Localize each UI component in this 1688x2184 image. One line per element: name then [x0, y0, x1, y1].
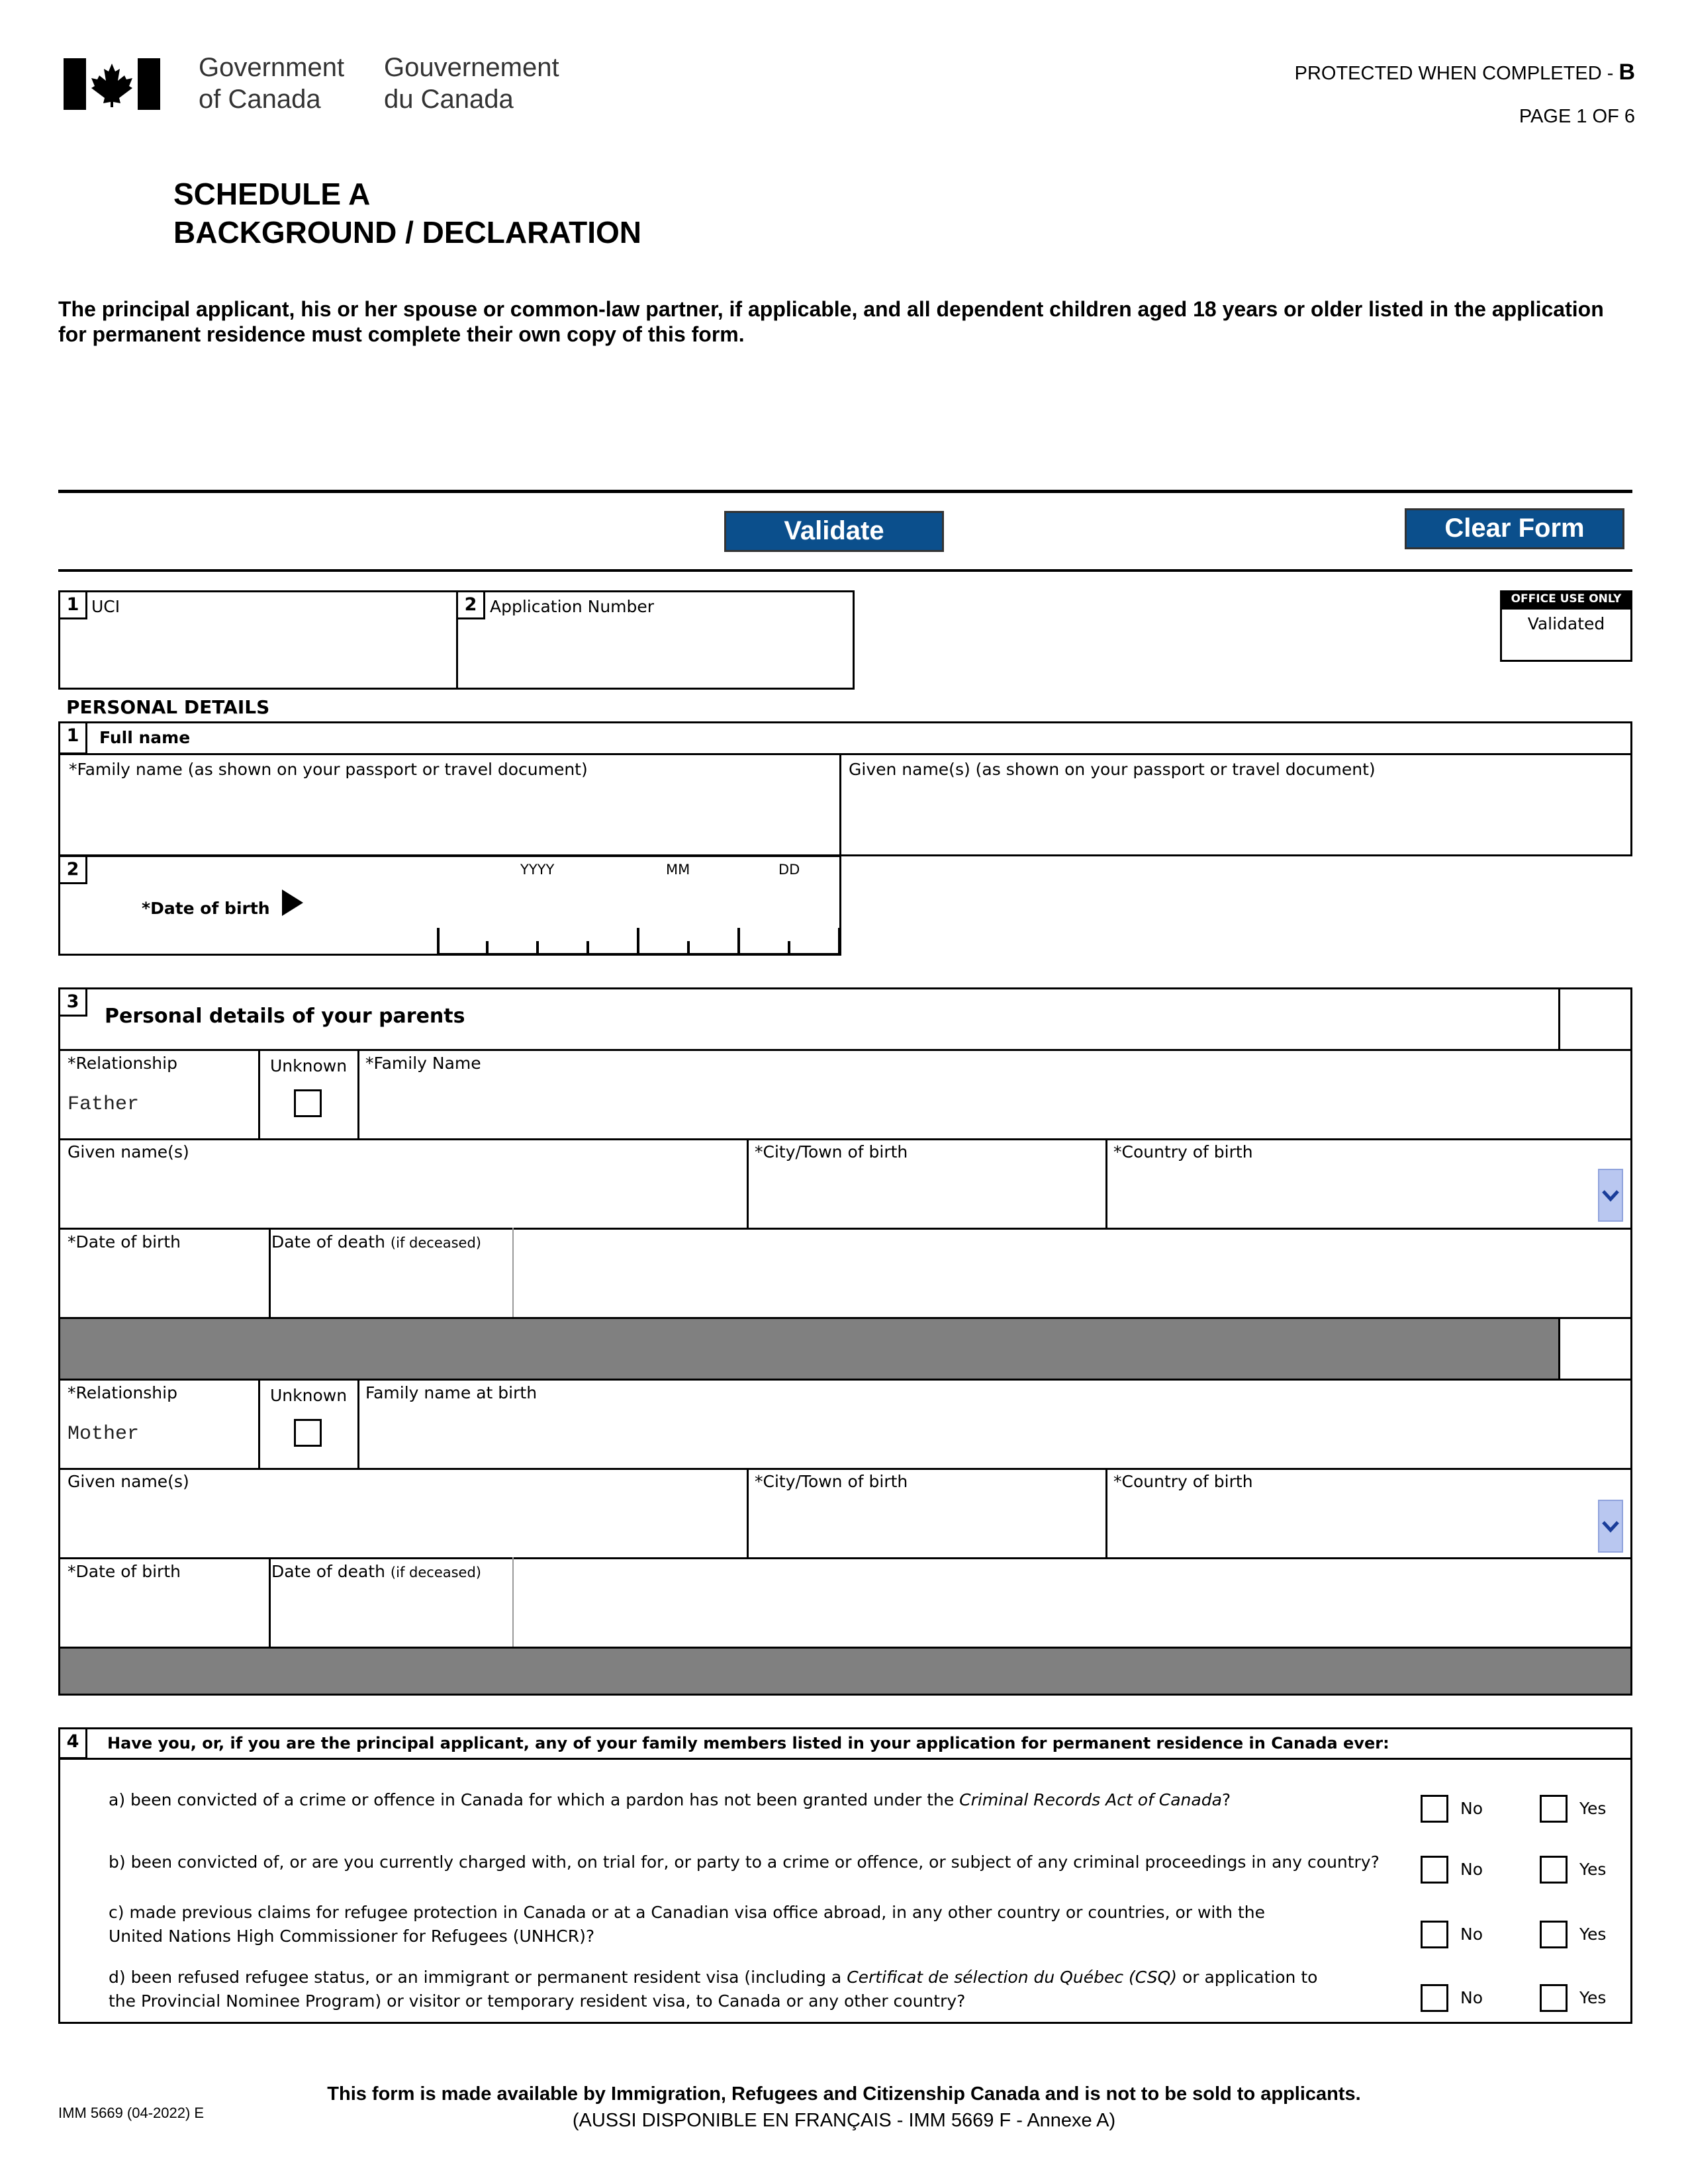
- mother-dob-label: *Date of birth: [68, 1562, 181, 1581]
- dob-dd-label: DD: [778, 862, 800, 878]
- question-b-no-checkbox[interactable]: [1421, 1856, 1448, 1884]
- family-name-label: *Family name (as shown on your passport or travel document): [69, 760, 588, 779]
- mother-country-label: *Country of birth: [1113, 1472, 1253, 1491]
- mother-unknown-label: Unknown: [270, 1386, 348, 1405]
- gov-fr-line2: du Canada: [384, 85, 514, 114]
- mother-dod-note: (if deceased): [390, 1565, 481, 1580]
- question-a-post: ?: [1221, 1790, 1231, 1809]
- father-row1-div2: [357, 1049, 359, 1140]
- gov-en-line1: Government: [199, 53, 345, 82]
- mother-row1-div1: [258, 1379, 260, 1470]
- parents-separator-frame-1: [58, 1317, 1632, 1381]
- question-c-yes-checkbox[interactable]: [1540, 1921, 1568, 1948]
- uci-label: UCI: [91, 597, 120, 616]
- question-d-post: or application to: [1177, 1968, 1318, 1987]
- question-a-text: [109, 1788, 1231, 1812]
- parents-number: 3: [58, 987, 87, 1017]
- father-city-input[interactable]: [752, 1167, 1100, 1226]
- footer-line1: This form is made available by Immigration, Refugees and Citizenship Canada and is not to be sold to applicants.: [327, 2083, 1361, 2105]
- office-use-heading: OFFICE USE ONLY: [1500, 590, 1632, 608]
- father-dod-text: Date of death: [271, 1232, 385, 1251]
- form-title-line2: BACKGROUND / DECLARATION: [173, 215, 642, 250]
- form-id: IMM 5669 (04-2022) E: [58, 2105, 205, 2121]
- mother-dod-input[interactable]: [273, 1587, 508, 1645]
- application-number-tab: 2: [456, 590, 485, 619]
- dob-arrow-icon: [282, 889, 303, 916]
- validate-button[interactable]: Validate: [724, 511, 944, 552]
- father-row3-div2: [512, 1228, 514, 1319]
- mother-city-label: *City/Town of birth: [755, 1472, 908, 1491]
- father-relationship-value[interactable]: Father: [68, 1093, 140, 1116]
- given-name-label: Given name(s) (as shown on your passport or travel document): [849, 760, 1376, 779]
- question-c-line2: United Nations High Commissioner for Refugees (UNHCR)?: [109, 1927, 595, 1946]
- question-a-yes-label: Yes: [1579, 1799, 1607, 1818]
- question-d-no-label: No: [1460, 1988, 1483, 2007]
- page-number: PAGE 1 OF 6: [1519, 106, 1635, 127]
- question-d-line2: the Provincial Nominee Program) or visitor or temporary resident visa, to Canada or any other country?: [109, 1991, 966, 2011]
- father-country-label: *Country of birth: [1113, 1142, 1253, 1161]
- father-family-name-label: *Family Name: [365, 1054, 481, 1073]
- father-city-label: *City/Town of birth: [755, 1142, 908, 1161]
- dob-number: 2: [58, 855, 87, 884]
- father-given-name-label: Given name(s): [68, 1142, 189, 1161]
- mother-country-dropdown[interactable]: [1598, 1500, 1623, 1553]
- father-family-name-input[interactable]: [361, 1079, 1626, 1137]
- office-use-value: Validated: [1527, 614, 1605, 633]
- mother-city-input[interactable]: [752, 1497, 1100, 1555]
- footer-line2: (AUSSI DISPONIBLE EN FRANÇAIS - IMM 5669 F - Annexe A): [572, 2110, 1116, 2131]
- mother-given-name-label: Given name(s): [68, 1472, 189, 1491]
- father-dod-label: [271, 1232, 481, 1251]
- protected-level: B: [1618, 60, 1635, 85]
- mother-given-name-input[interactable]: [64, 1497, 741, 1555]
- full-name-label: Full name: [99, 728, 191, 747]
- canada-flag-logo: [64, 58, 160, 110]
- protected-notice: [1295, 60, 1635, 85]
- mother-family-name-label: Family name at birth: [365, 1383, 538, 1402]
- question-a-no-checkbox[interactable]: [1421, 1795, 1448, 1823]
- protected-prefix: PROTECTED WHEN COMPLETED -: [1294, 63, 1619, 84]
- gov-fr-line1: Gouvernement: [384, 53, 559, 82]
- form-title-line1: SCHEDULE A: [173, 177, 371, 211]
- question-d-yes-checkbox[interactable]: [1540, 1984, 1568, 2012]
- parents-heading: Personal details of your parents: [105, 1005, 465, 1028]
- mother-dob-input[interactable]: [64, 1587, 263, 1645]
- father-row2-div1: [747, 1138, 749, 1230]
- dob-mm-label: MM: [666, 862, 690, 878]
- mother-unknown-checkbox[interactable]: [294, 1419, 322, 1447]
- question-c-yes-label: Yes: [1579, 1925, 1607, 1944]
- parents-separator-div-1: [1558, 1317, 1560, 1381]
- parents-separator-frame-2: [58, 1647, 1632, 1696]
- mother-relationship-value[interactable]: Mother: [68, 1423, 140, 1445]
- question-d-no-checkbox[interactable]: [1421, 1984, 1448, 2012]
- question-c-line1: c) made previous claims for refugee protection in Canada or at a Canadian visa office abroad, in any other country or countries, or with the: [109, 1903, 1265, 1922]
- mother-dod-label: [271, 1562, 481, 1581]
- mother-row2-div1: [747, 1468, 749, 1559]
- dob-yyyy-label: YYYY: [520, 862, 555, 878]
- mother-row2-div2: [1105, 1468, 1107, 1559]
- application-number-label: Application Number: [490, 597, 655, 616]
- mother-dod-text: Date of death: [271, 1562, 385, 1581]
- question-c-no-checkbox[interactable]: [1421, 1921, 1448, 1948]
- question-b-no-label: No: [1460, 1860, 1483, 1879]
- background-number: 4: [58, 1727, 87, 1759]
- question-c-text: [109, 1901, 1265, 1948]
- question-a-pre: a) been convicted of a crime or offence in Canada for which a pardon has not been granted under the: [109, 1790, 960, 1809]
- question-b-yes-checkbox[interactable]: [1540, 1856, 1568, 1884]
- full-name-number: 1: [58, 721, 87, 754]
- question-b-pre: b) been convicted of, or are you currently charged with, on trial for, or party to a crime or offence, or subject of any criminal proceedings in any country?: [109, 1852, 1380, 1872]
- question-a-italic: Criminal Records Act of Canada: [959, 1790, 1222, 1809]
- mother-row3-div1: [269, 1557, 271, 1649]
- chevron-down-icon: [1599, 1501, 1622, 1551]
- intro-text: The principal applicant, his or her spouse or common-law partner, if applicable, and all dependent children aged 18 years or older listed in the application for permanent residence must complete their own copy of this form.: [58, 297, 1604, 346]
- parents-header-divider: [1558, 987, 1560, 1051]
- question-b-yes-label: Yes: [1579, 1860, 1607, 1879]
- question-d-pre: d) been refused refugee status, or an immigrant or permanent resident visa (including a: [109, 1968, 847, 1987]
- mother-relationship-label: *Relationship: [68, 1383, 177, 1402]
- mother-row1-div2: [357, 1379, 359, 1470]
- divider-top: [58, 490, 1632, 493]
- uci-number: 1: [58, 590, 87, 619]
- question-a-yes-checkbox[interactable]: [1540, 1795, 1568, 1823]
- dob-label: *Date of birth: [142, 899, 270, 918]
- question-c-no-label: No: [1460, 1925, 1483, 1944]
- father-dob-input[interactable]: [64, 1257, 263, 1316]
- father-row2-div2: [1105, 1138, 1107, 1230]
- question-d-italic: Certificat de sélection du Québec (CSQ): [847, 1968, 1178, 1987]
- dob-input[interactable]: [437, 900, 841, 956]
- father-relationship-label: *Relationship: [68, 1054, 177, 1073]
- mother-family-name-input[interactable]: [361, 1408, 1626, 1467]
- father-country-dropdown[interactable]: [1598, 1169, 1623, 1222]
- full-name-col-divider: [839, 753, 841, 856]
- father-dod-note: (if deceased): [390, 1235, 481, 1251]
- question-d-text: [109, 1966, 1317, 2013]
- background-question: Have you, or, if you are the principal applicant, any of your family members listed in your application for permanent residence in Canada ever:: [107, 1734, 1389, 1752]
- gov-en-line2: of Canada: [199, 85, 321, 114]
- divider-bottom: [58, 569, 1632, 572]
- question-d-yes-label: Yes: [1579, 1988, 1607, 2007]
- mother-row3-div2: [512, 1557, 514, 1649]
- clear-form-button[interactable]: Clear Form: [1405, 508, 1624, 549]
- question-d-line1: [109, 1966, 1317, 1989]
- chevron-down-icon: [1599, 1170, 1622, 1220]
- question-b-text: [109, 1850, 1380, 1874]
- father-unknown-checkbox[interactable]: [294, 1089, 322, 1117]
- question-a-no-label: No: [1460, 1799, 1483, 1818]
- father-dod-input[interactable]: [273, 1257, 508, 1316]
- personal-details-heading: PERSONAL DETAILS: [66, 696, 270, 718]
- father-given-name-input[interactable]: [64, 1167, 741, 1226]
- father-row3-div1: [269, 1228, 271, 1319]
- father-row1-div1: [258, 1049, 260, 1140]
- father-unknown-label: Unknown: [270, 1056, 348, 1075]
- background-header-divider: [58, 1758, 1632, 1760]
- father-dob-label: *Date of birth: [68, 1232, 181, 1251]
